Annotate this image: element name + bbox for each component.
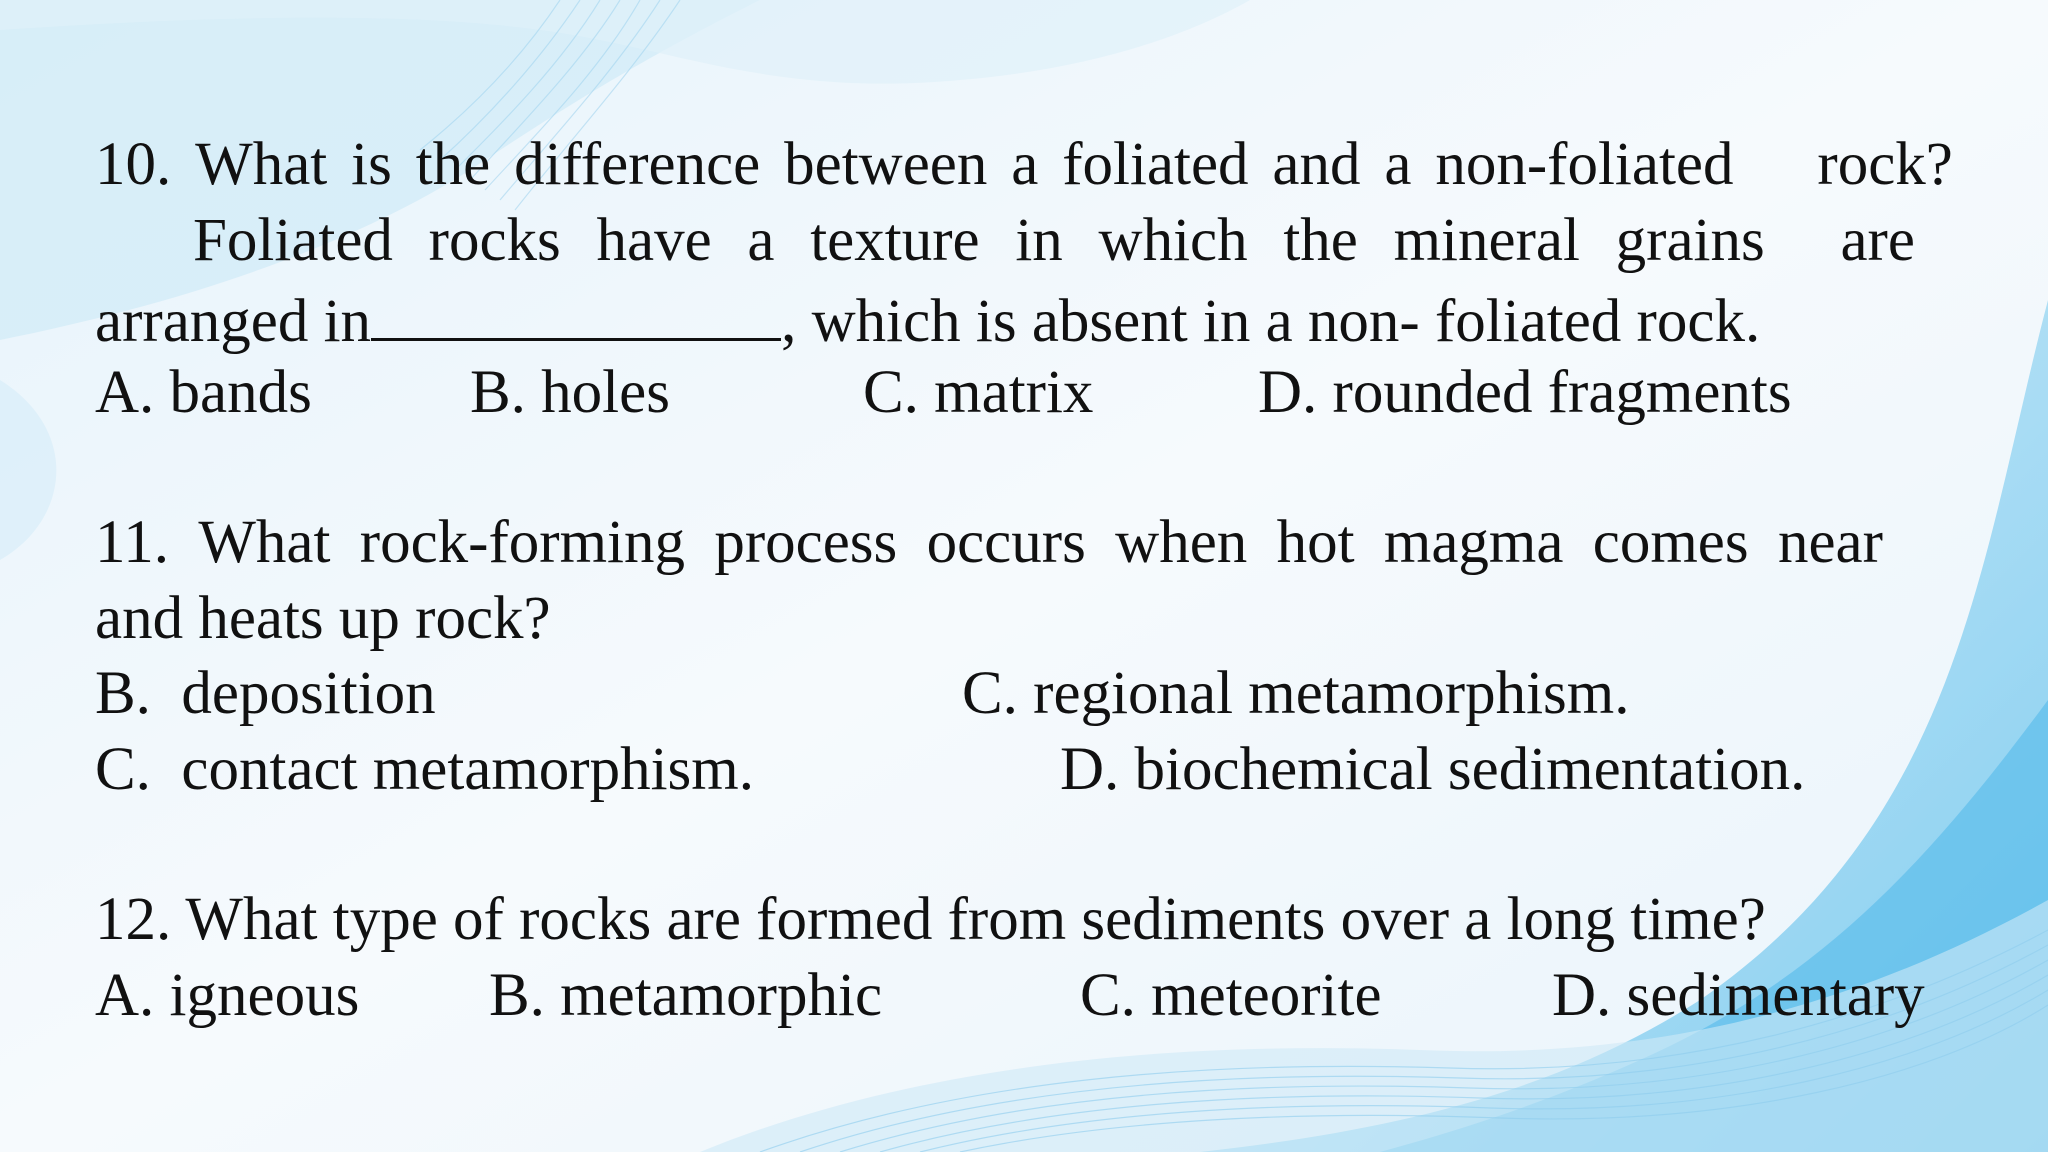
q10-line3-before: arranged in <box>95 288 372 355</box>
q10-option-d: D. rounded fragments <box>1258 359 1792 426</box>
q11-option-c-contact: C. contact metamorphism. <box>95 736 754 803</box>
q10-word: are <box>1840 207 1915 274</box>
q11-word: hot <box>1276 509 1355 576</box>
q11-question-line2: and heats up rock? <box>95 585 551 652</box>
q10-word: the <box>1283 207 1358 274</box>
q10-question-line2 <box>193 207 1915 274</box>
q10-word: 10. <box>95 131 172 198</box>
q10-word: mineral <box>1393 207 1580 274</box>
q10-word: grains <box>1615 207 1765 274</box>
q10-word: in <box>1015 207 1063 274</box>
q10-word: between <box>784 131 988 198</box>
q10-word: difference <box>514 131 761 198</box>
q12-option-a: A. igneous <box>95 962 360 1029</box>
q11-option-b: B. deposition <box>95 660 436 727</box>
q10-word: rocks <box>428 207 561 274</box>
q11-word: rock-forming <box>359 509 685 576</box>
q11-word: What <box>198 509 331 576</box>
q11-word: process <box>714 509 898 576</box>
q10-word: texture <box>810 207 980 274</box>
q10-question-line3 <box>95 286 1761 355</box>
q11-question-line1 <box>95 509 1883 576</box>
q10-word: non-foliated <box>1435 131 1734 198</box>
q10-word: a <box>1384 131 1412 198</box>
q10-word: which <box>1098 207 1248 274</box>
q10-option-a: A. bands <box>95 359 312 426</box>
q10-word: foliated <box>1062 131 1249 198</box>
q10-word: rock? <box>1817 131 1953 198</box>
q12-question: 12. What type of rocks are formed from sediments over a long time? <box>95 886 1766 953</box>
q11-word: occurs <box>926 509 1086 576</box>
q10-word: a <box>747 207 775 274</box>
q11-word: near <box>1777 509 1883 576</box>
q11-word: 11. <box>95 509 169 576</box>
answer-blank <box>371 286 781 341</box>
q11-word: when <box>1115 509 1248 576</box>
q10-word: have <box>596 207 712 274</box>
q11-word: comes <box>1592 509 1749 576</box>
q10-word: Foliated <box>193 207 393 274</box>
q10-word: a <box>1011 131 1039 198</box>
q12-option-b: B. metamorphic <box>489 962 883 1029</box>
q10-word: the <box>415 131 491 198</box>
q10-word: What <box>195 131 328 198</box>
q12-option-d: D. sedimentary <box>1552 962 1925 1029</box>
q10-word: is <box>351 131 392 198</box>
q10-option-b: B. holes <box>470 359 670 426</box>
q11-word: magma <box>1383 509 1564 576</box>
q11-option-c-regional: C. regional metamorphism. <box>962 660 1630 727</box>
q10-line3-after: , which is absent in a non- foliated rock. <box>781 288 1761 355</box>
q12-option-c: C. meteorite <box>1080 962 1382 1029</box>
q10-question-line1 <box>95 131 1953 198</box>
q11-option-d: D. biochemical sedimentation. <box>1060 736 1806 803</box>
q10-option-c: C. matrix <box>863 359 1094 426</box>
q10-word: and <box>1272 131 1361 198</box>
